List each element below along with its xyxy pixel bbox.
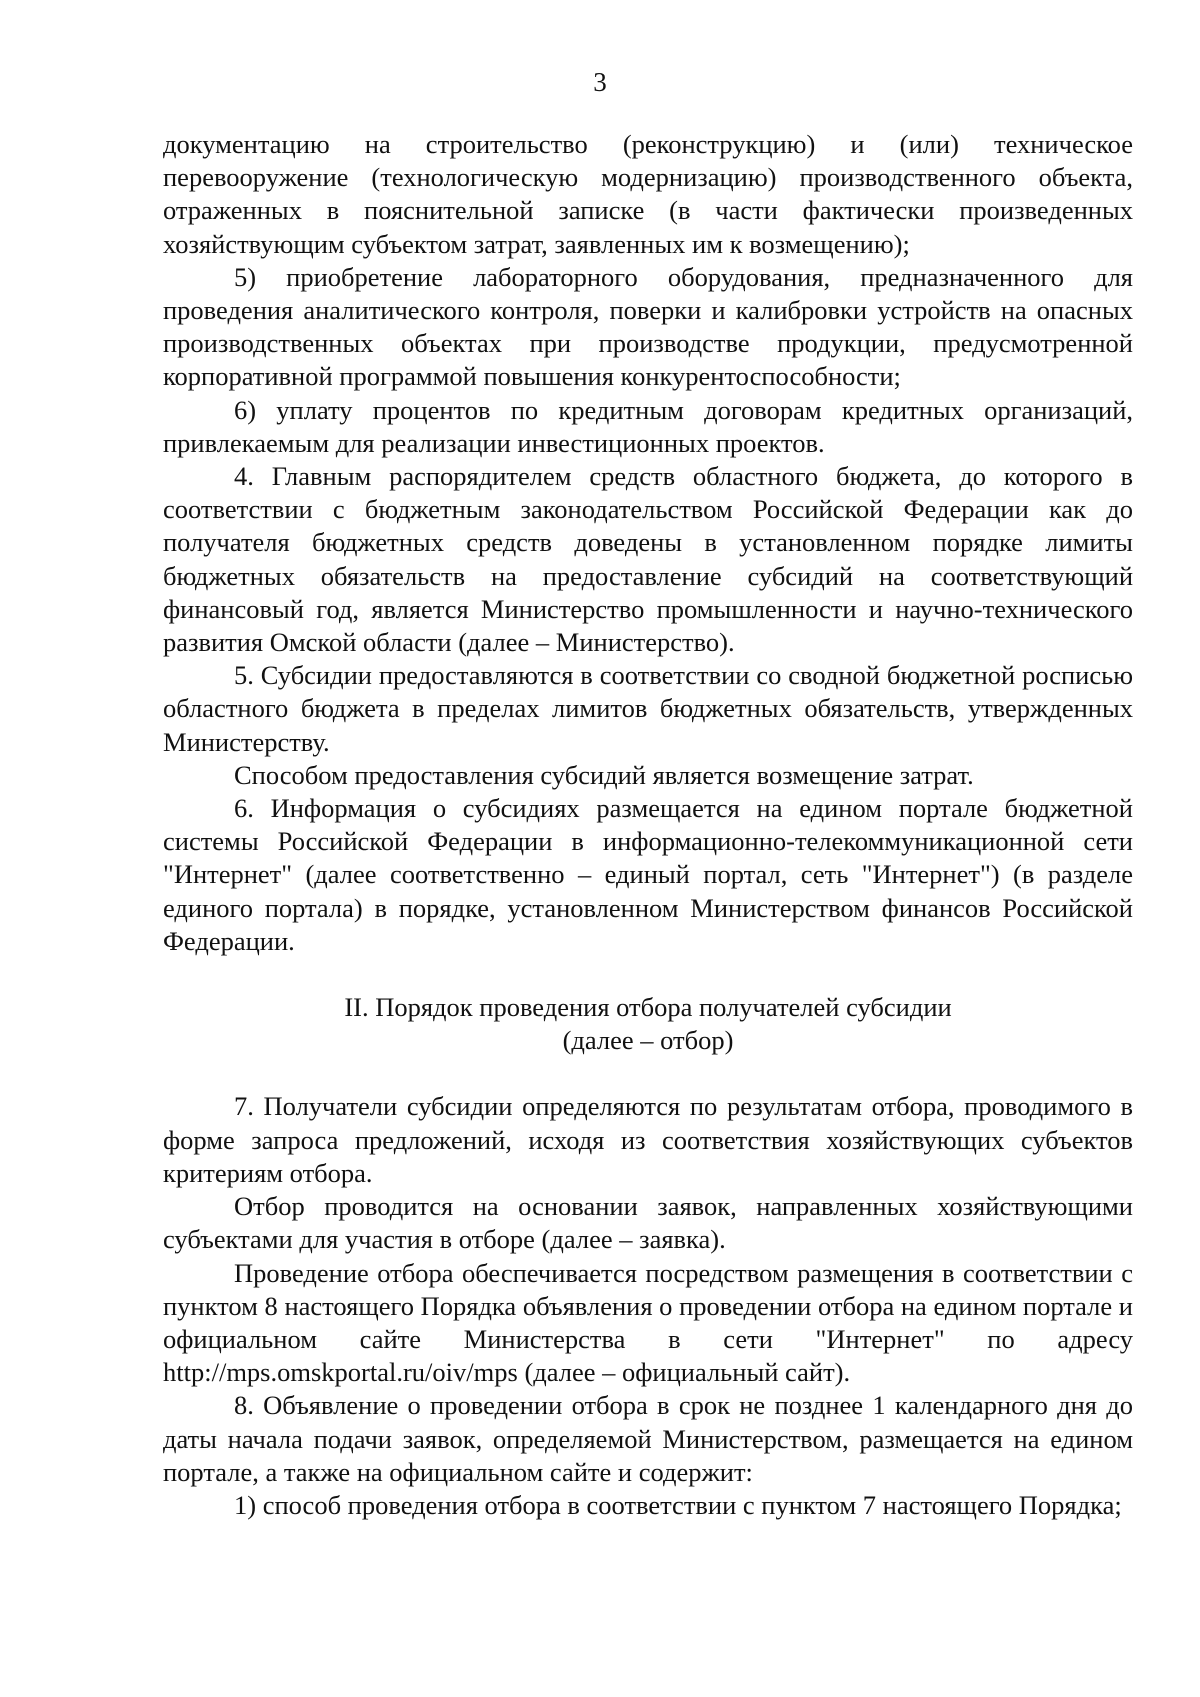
paragraph-item-5: 5) приобретение лабораторного оборудования, предназначенного для проведения аналитического контроля, поверки и калибровки устройств на опасных производственных объектах при производстве продукции, предусмотренной корпоративной программой повышения конкурентоспособности; xyxy=(163,261,1133,392)
page-number: 3 xyxy=(593,67,607,97)
paragraph-clause-7: 7. Получатели субсидии определяются по результатам отбора, проводимого в форме запроса предложений, исходя из соответствия хозяйствующих субъектов критериям отбора. xyxy=(163,1091,1133,1188)
paragraph-method: Способом предоставления субсидий является возмещение затрат. xyxy=(234,759,974,790)
paragraph-selection-notice: Проведение отбора обеспечивается посредством размещения в соответствии с пунктом 8 настоящего Порядка объявления о проведении отбора на едином портале и официальном сайте Министерства в сети "Интернет" по адресу http://mps.omskportal.ru/oiv/mps (далее – официальный сайт). xyxy=(163,1257,1133,1388)
paragraph-clause-4: 4. Главным распорядителем средств областного бюджета, до которого в соответствии с бюджетным законодательством Российской Федерации как до получателя бюджетных средств доведены в установленном порядке лимиты бюджетных обязательств на предоставление субсидий на соответствующий финансовый год, является Министерство промышленности и научно-технического развития Омской области (далее – Министерство). xyxy=(163,461,1133,658)
paragraph-clause-5: 5. Субсидии предоставляются в соответствии со сводной бюджетной росписью областного бюджета в пределах лимитов бюджетных обязательств, утвержденных Министерству. xyxy=(163,660,1133,757)
paragraph-clause-8: 8. Объявление о проведении отбора в срок не позднее 1 календарного дня до даты начала подачи заявок, определяемой Министерством, размещается на едином портале, а также на официальном сайте и содержит: xyxy=(163,1390,1133,1487)
paragraph-clause-6: 6. Информация о субсидиях размещается на едином портале бюджетной системы Российской Федерации в информационно-телекоммуникационной сети "Интернет" (далее соответственно – единый портал, сеть "Интернет") (в разделе единого портала) в порядке, установленном Министерством финансов Российской Федерации. xyxy=(163,793,1133,956)
section-title: II. Порядок проведения отбора получателей субсидии xyxy=(344,992,952,1023)
section-subtitle: (далее – отбор) xyxy=(562,1025,734,1056)
paragraph-applications: Отбор проводится на основании заявок, направленных хозяйствующими субъектами для участия в отборе (далее – заявка). xyxy=(163,1191,1133,1255)
document-body xyxy=(163,128,1133,1522)
paragraph-continuation: документацию на строительство (реконструкцию) и (или) техническое перевооружение (технологическую модернизацию) производственного объекта, отраженных в пояснительной записке (в части фактически произведенных хозяйствующим субъектом затрат, заявленных им к возмещению); xyxy=(163,129,1133,259)
paragraph-item-6: 6) уплату процентов по кредитным договорам кредитных организаций, привлекаемым для реализации инвестиционных проектов. xyxy=(163,394,1133,458)
paragraph-subitem-1: 1) способ проведения отбора в соответствии с пунктом 7 настоящего Порядка; xyxy=(234,1489,1122,1520)
section-heading xyxy=(163,991,1133,1057)
